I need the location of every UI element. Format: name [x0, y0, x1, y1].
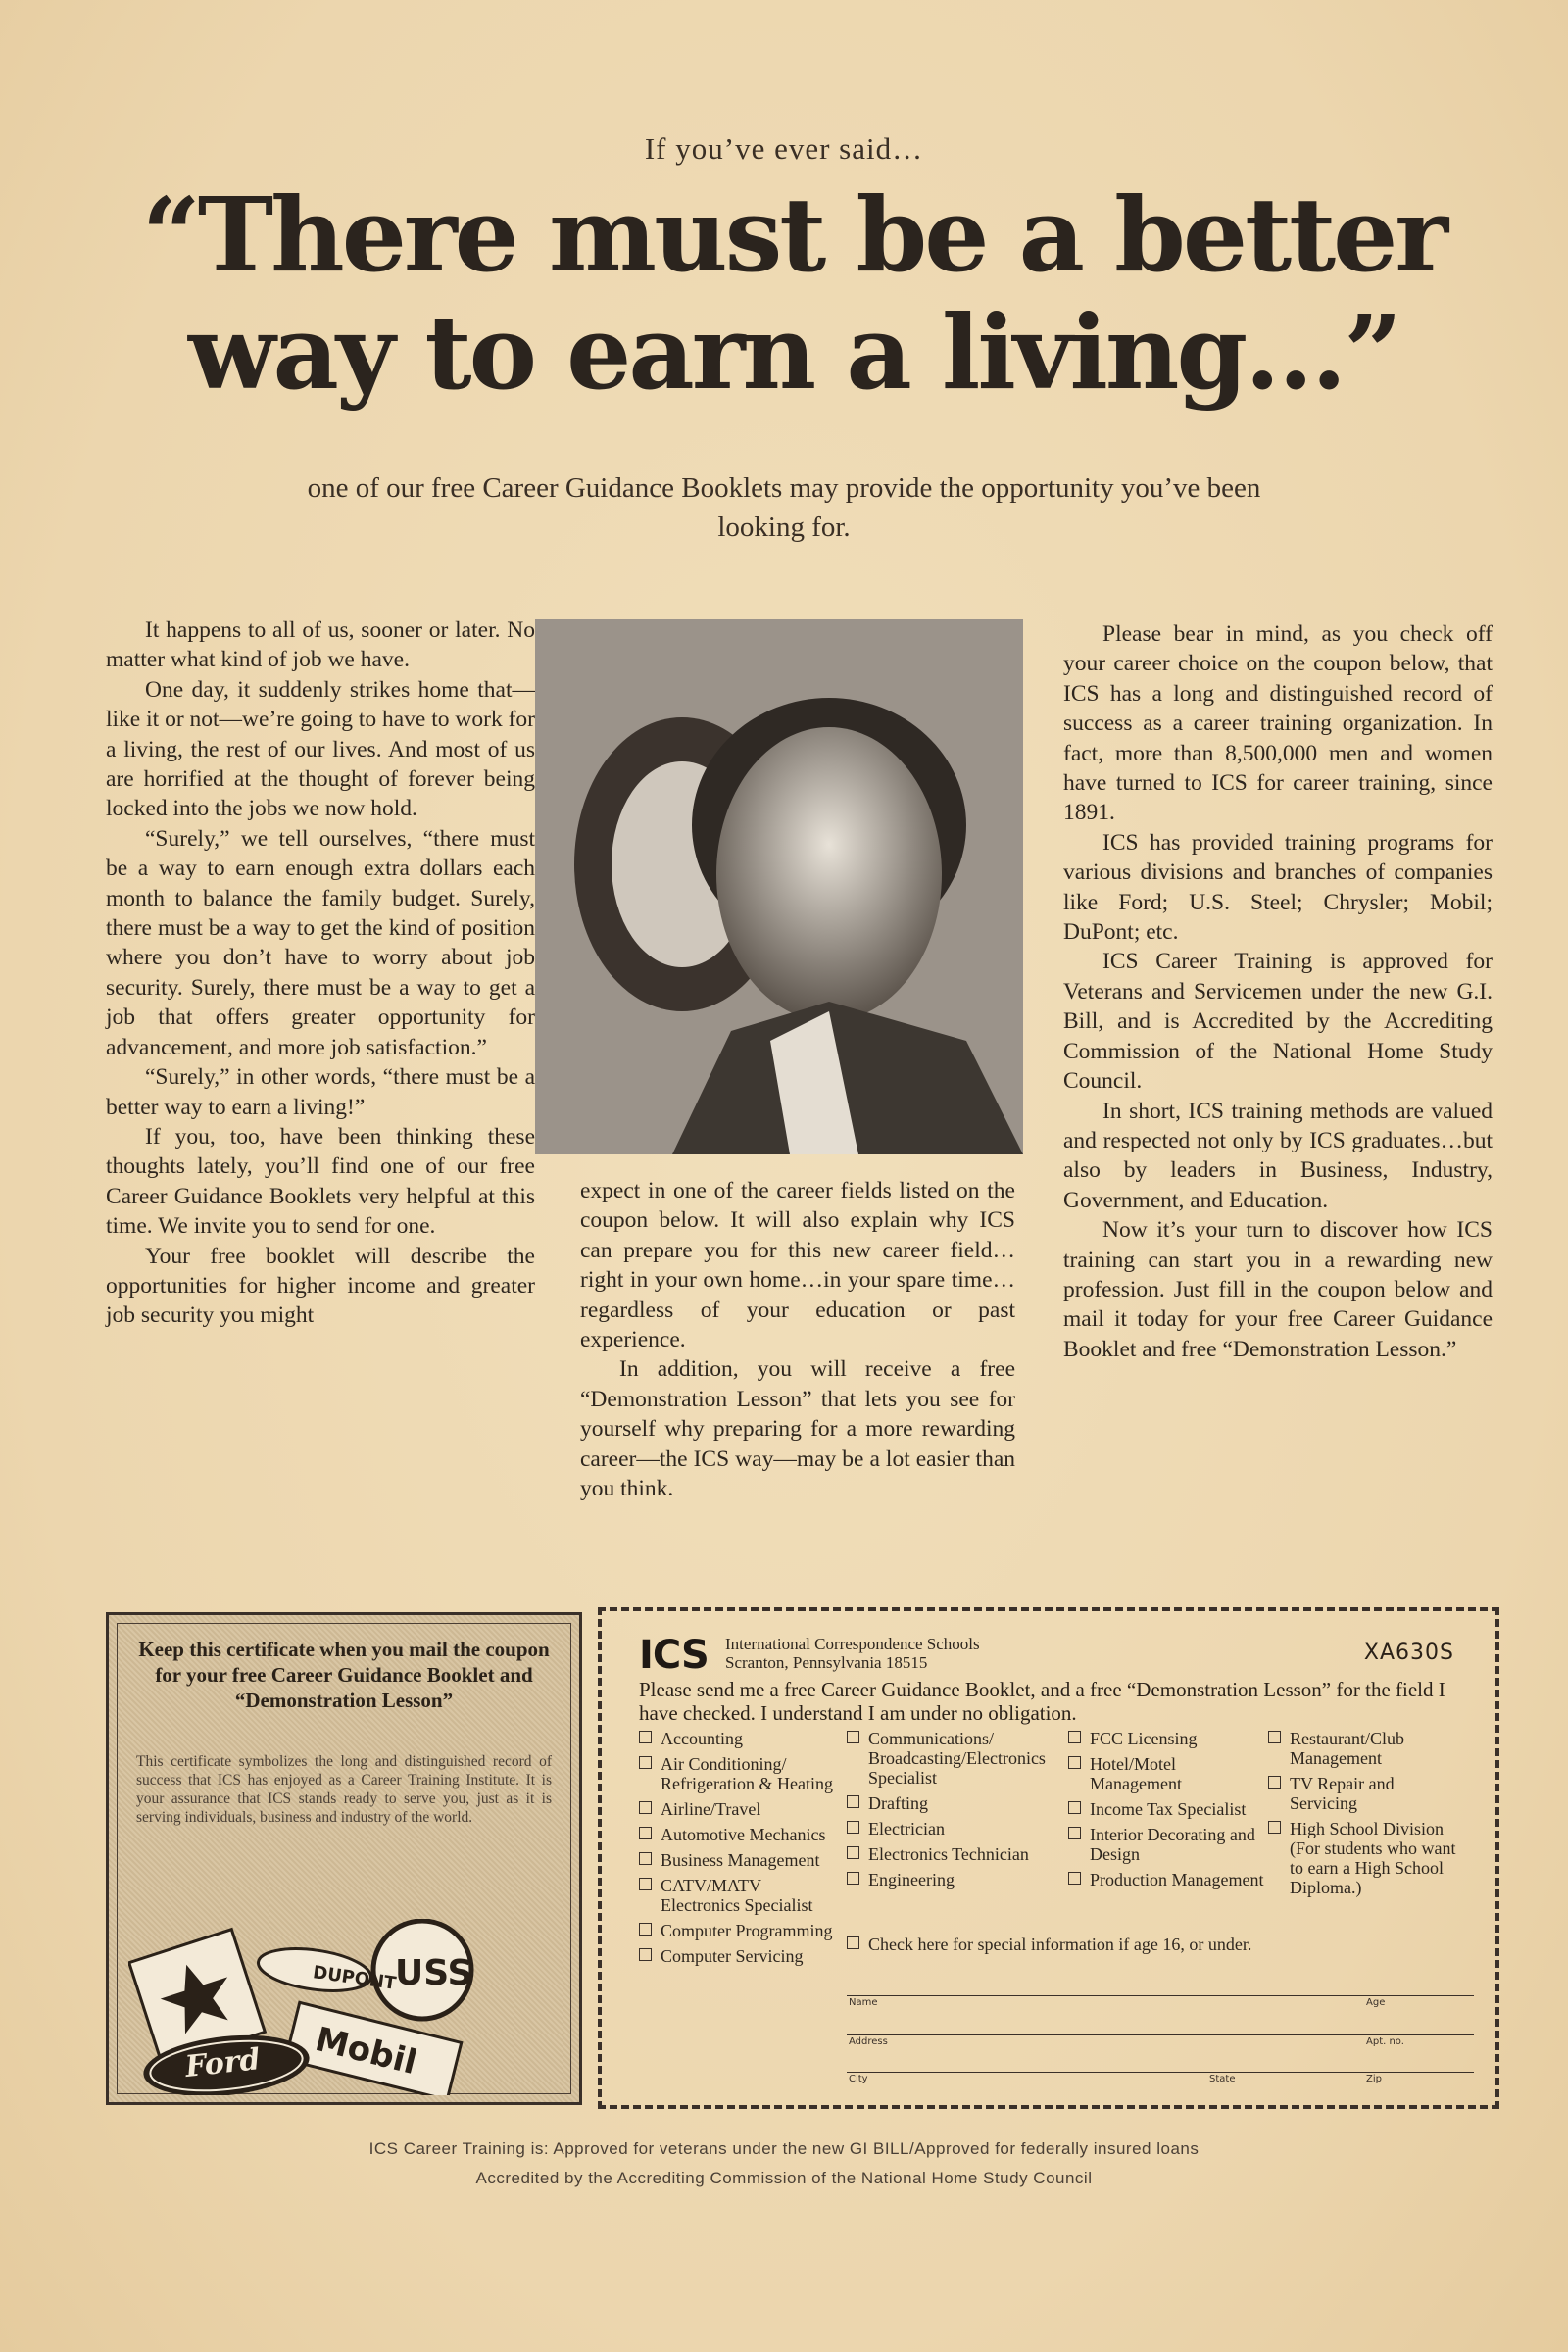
course-option[interactable]: Production Management [1068, 1870, 1264, 1889]
school-name: International Correspondence Schools [725, 1635, 980, 1653]
checkbox[interactable] [1068, 1731, 1081, 1743]
checkbox[interactable] [1268, 1731, 1281, 1743]
checkbox[interactable] [639, 1948, 652, 1961]
subheadline: one of our free Career Guidance Booklets may provide the opportunity you’ve been looking for. [307, 472, 1261, 543]
checkbox[interactable] [847, 1821, 859, 1834]
name-field[interactable] [847, 1995, 1474, 1996]
body-column-right [1063, 619, 1493, 1364]
paragraph: Please bear in mind, as you check off your career choice on the coupon below, that ICS has a long and distinguished record of success as a career training organization. In fact, more than 8,500,000 men and women have turned to ICS for career training, since 1891. [1063, 621, 1493, 826]
course-option[interactable]: Airline/Travel [639, 1799, 835, 1819]
paragraph: If you, too, have been thinking these thoughts lately, you’ll find one of our free Career Guidance Booklets very helpful at this time. We invite you to send for one. [106, 1123, 535, 1240]
paragraph: It happens to all of us, sooner or later. No matter what kind of job we have. [106, 617, 535, 673]
course-option[interactable]: High School Division (For students who want to earn a High School Diploma.) [1268, 1819, 1464, 1897]
school-city: Scranton, Pennsylvania 18515 [725, 1653, 928, 1672]
paragraph: Your free booklet will describe the opportunities for higher income and greater job security you might [106, 1243, 535, 1329]
checkbox[interactable] [639, 1756, 652, 1769]
age-label: Age [1366, 1997, 1386, 2008]
course-option[interactable]: FCC Licensing [1068, 1729, 1264, 1748]
checkbox[interactable] [1068, 1756, 1081, 1769]
checkbox[interactable] [639, 1878, 652, 1890]
zip-label: Zip [1366, 2074, 1382, 2084]
footer [0, 2134, 1568, 2193]
checkbox[interactable] [847, 1795, 859, 1808]
paragraph: “Surely,” we tell ourselves, “there must be a way to earn enough extra dollars each month to balance the family budget. Surely, there must be a way to get the kind of position where you don’t have to worry about job security. Surely, there must be a way to get a job that offers greater opportunity for advancement, and more job satisfaction.” [106, 825, 535, 1060]
checkbox[interactable] [1068, 1872, 1081, 1885]
body-column-left [106, 615, 535, 1331]
coupon-form [598, 1607, 1499, 2109]
coupon-request-text: Please send me a free Career Guidance Booklet, and a free “Demonstration Lesson” for the field I have checked. I understand I am under no obligation. [639, 1678, 1446, 1725]
course-option[interactable]: Engineering [847, 1870, 1057, 1889]
checkbox[interactable] [639, 1852, 652, 1865]
body-column-middle [580, 1176, 1015, 1503]
course-column-a [639, 1729, 835, 1972]
coupon-code: XA630S [1363, 1641, 1454, 1665]
photo-illustration [535, 619, 1023, 1154]
checkbox[interactable] [639, 1827, 652, 1839]
paragraph: “Surely,” in other words, “there must be a better way to earn a living!” [106, 1064, 535, 1120]
brand-dupont: DUPONT [311, 1962, 398, 1994]
paragraph: expect in one of the career fields listed on the coupon below. It will also explain why ICS can prepare you for this new career field… right in your own home…in your spare time…regardless of your education or past experience. [580, 1178, 1015, 1353]
course-option[interactable]: Computer Programming [639, 1921, 835, 1940]
kicker-text: If you’ve ever said… [644, 131, 924, 166]
checkbox[interactable] [1068, 1827, 1081, 1839]
checkbox[interactable] [847, 1936, 859, 1949]
course-option[interactable]: Electronics Technician [847, 1844, 1057, 1864]
course-option[interactable]: Drafting [847, 1793, 1057, 1813]
paragraph: ICS has provided training programs for various divisions and branches of companies like Ford; U.S. Steel; Chrysler; Mobil; DuPont; etc. [1063, 829, 1493, 946]
address-field[interactable] [847, 2034, 1474, 2035]
checkbox[interactable] [847, 1846, 859, 1859]
checkbox[interactable] [1268, 1776, 1281, 1788]
course-option[interactable]: Interior Decorating and Design [1068, 1825, 1264, 1864]
course-option[interactable]: Accounting [639, 1729, 835, 1748]
paragraph: One day, it suddenly strikes home that—like it or not—we’re going to have to work for a living, the rest of our lives. And most of us are horrified at the thought of forever being locked into the jobs we now hold. [106, 676, 535, 822]
course-option[interactable]: Restaurant/Club Management [1268, 1729, 1464, 1768]
city-field[interactable] [847, 2072, 1474, 2073]
course-column-c [1068, 1729, 1264, 1895]
headline: “There must be a better way to earn a living…” [141, 174, 1446, 413]
certificate-title: Keep this certificate when you mail the coupon for your free Career Guidance Booklet and “Demonstration Lesson” [138, 1638, 550, 1712]
course-option[interactable]: Electrician [847, 1819, 1057, 1838]
course-option[interactable]: TV Repair and Servicing [1268, 1774, 1464, 1813]
course-option[interactable]: Computer Servicing [639, 1946, 835, 1966]
course-option[interactable]: Hotel/Motel Management [1068, 1754, 1264, 1793]
checkbox[interactable] [639, 1923, 652, 1936]
paragraph: In addition, you will receive a free “Demonstration Lesson” that lets you see for yourself why preparing for a more rewarding career—the ICS way—may be a lot easier than you think. [580, 1356, 1015, 1502]
school-address [725, 1635, 980, 1672]
course-option[interactable]: CATV/MATV Electronics Specialist [639, 1876, 835, 1915]
checkbox[interactable] [847, 1872, 859, 1885]
checkbox[interactable] [1268, 1821, 1281, 1834]
checkbox[interactable] [639, 1731, 652, 1743]
ics-logo: ICS [639, 1633, 709, 1678]
course-option[interactable]: Communications/ Broadcasting/Electronics Specialist [847, 1729, 1057, 1788]
certificate-text: This certificate symbolizes the long and distinguished record of success that ICS has enjoyed as a Career Training Institute. It is your assurance that ICS stands ready to serve you, just as it is serving individuals, business and industry of the world. [136, 1753, 552, 1826]
brand-mobil: Mobil [311, 2019, 421, 2083]
couple-photo [535, 619, 1023, 1154]
checkbox[interactable] [639, 1801, 652, 1814]
course-column-d [1268, 1729, 1464, 1903]
address-label: Address [849, 2036, 888, 2047]
course-option[interactable]: Business Management [639, 1850, 835, 1870]
special-info-label: Check here for special information if age 16, or under. [868, 1935, 1252, 1954]
special-info-option[interactable] [847, 1935, 1251, 1955]
footer-line-1: ICS Career Training is: Approved for veterans under the new GI BILL/Approved for federally insured loans [368, 2139, 1200, 2158]
apt-label: Apt. no. [1366, 2036, 1404, 2047]
footer-line-2: Accredited by the Accrediting Commission of the National Home Study Council [475, 2169, 1093, 2187]
brand-ford: Ford [183, 2042, 263, 2084]
paragraph: ICS Career Training is approved for Veterans and Servicemen under the new G.I. Bill, and is Accredited by the Accrediting Commission of the National Home Study Council. [1063, 949, 1493, 1095]
city-label: City [849, 2074, 868, 2084]
course-option[interactable]: Air Conditioning/ Refrigeration & Heating [639, 1754, 835, 1793]
paragraph: In short, ICS training methods are valued and respected not only by ICS graduates…but also by leaders in Business, Industry, Government, and Education. [1063, 1098, 1493, 1213]
state-label: State [1209, 2074, 1236, 2084]
certificate [106, 1612, 582, 2105]
course-option[interactable]: Automotive Mechanics [639, 1825, 835, 1844]
brand-uss: USS [395, 1953, 473, 1993]
course-column-b [847, 1729, 1057, 1895]
checkbox[interactable] [1068, 1801, 1081, 1814]
checkbox[interactable] [847, 1731, 859, 1743]
course-option[interactable]: Income Tax Specialist [1068, 1799, 1264, 1819]
name-label: Name [849, 1997, 878, 2008]
paragraph: Now it’s your turn to discover how ICS training can start you in a rewarding new profession. Just fill in the coupon below and mail it today for your free Career Guidance Booklet and free “Demonstration Lesson.” [1063, 1217, 1493, 1362]
